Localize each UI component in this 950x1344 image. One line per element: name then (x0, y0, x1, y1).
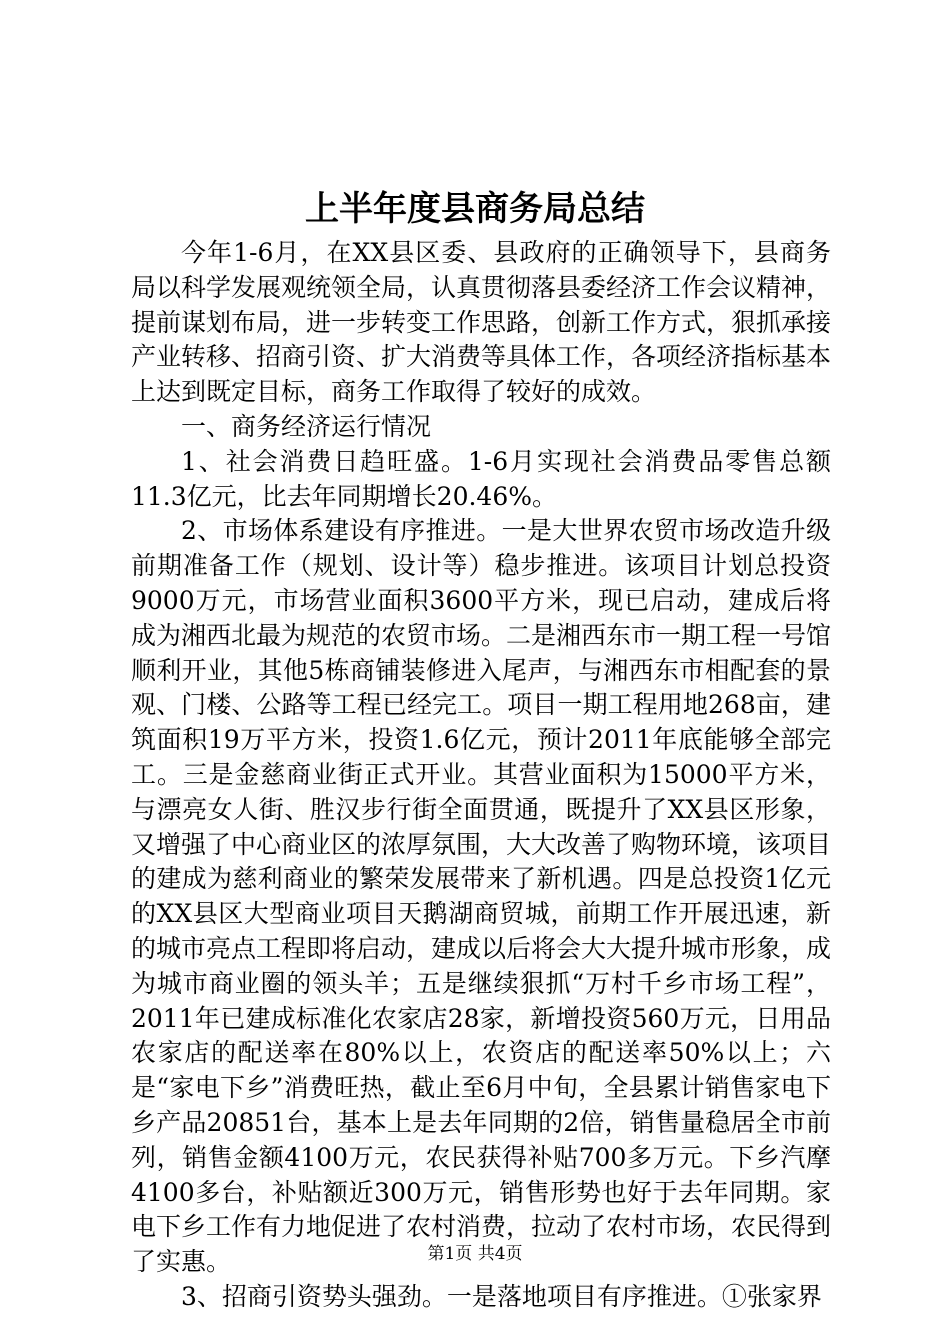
document-title: 上半年度县商务局总结 (305, 189, 645, 229)
paragraph-intro: 今年1-6月，在XX县区委、县政府的正确领导下，县商务局以科学发展观统领全局，认真贯彻落县委经济工作会议精神，提前谋划布局，进一步转变工作思路，创新工作方式，狠抓承接产业转移、招商引资、扩大消费等具体工作，各项经济指标基本上达到既定目标，商务工作取得了较好的成效。 (131, 238, 832, 407)
paragraph-investment: 3、招商引资势头强劲。一是落地项目有序推进。①张家界 (181, 1281, 822, 1311)
document-body (131, 236, 831, 1315)
page-footer: 第1页 共4页 (427, 1244, 523, 1264)
paragraph-consumption: 1、社会消费日趋旺盛。1-6月实现社会消费品零售总额11.3亿元，比去年同期增长20.46%。 (131, 446, 831, 511)
paragraph-market-system: 2、市场体系建设有序推进。一是大世界农贸市场改造升级前期准备工作（规划、设计等）稳步推进。该项目计划总投资9000万元，市场营业面积3600平方米，现已启动，建成后将成为湘西北最为规范的农贸市场。二是湘西东市一期工程一号馆顺利开业，其他5栋商铺装修进入尾声，与湘西东市相配套的景观、门楼、公路等工程已经完工。项目一期工程用地268亩，建筑面积19万平方米，投资1.6亿元，预计2011年底能够全部完工。三是金慈商业街正式开业。其营业面积为15000平方米，与漂亮女人街、胜汉步行街全面贯通，既提升了XX县区形象，又增强了中心商业区的浓厚氛围，大大改善了购物环境，该项目的建成为慈利商业的繁荣发展带来了新机遇。四是总投资1亿元的XX县区大型商业项目天鹅湖商贸城，前期工作开展迅速，新的城市亮点工程即将启动，建成以后将会大大提升城市形象，成为城市商业圈的领头羊；五是继续狠抓“万村千乡市场工程”，2011年已建成标准化农家店28家，新增投资560万元，日用品农家店的配送率在80%以上，农资店的配送率50%以上；六是“家电下乡”消费旺热，截止至6月中旬，全县累计销售家电下乡产品20851台，基本上是去年同期的2倍，销售量稳居全市前列，销售金额4100万元，农民获得补贴700多万元。下乡汽摩4100多台，补贴额近300万元，销售形势也好于去年同期。家电下乡工作有力地促进了农村消费，拉动了农村市场，农民得到了实惠。 (131, 516, 832, 1277)
section-heading: 一、商务经济运行情况 (181, 411, 432, 441)
